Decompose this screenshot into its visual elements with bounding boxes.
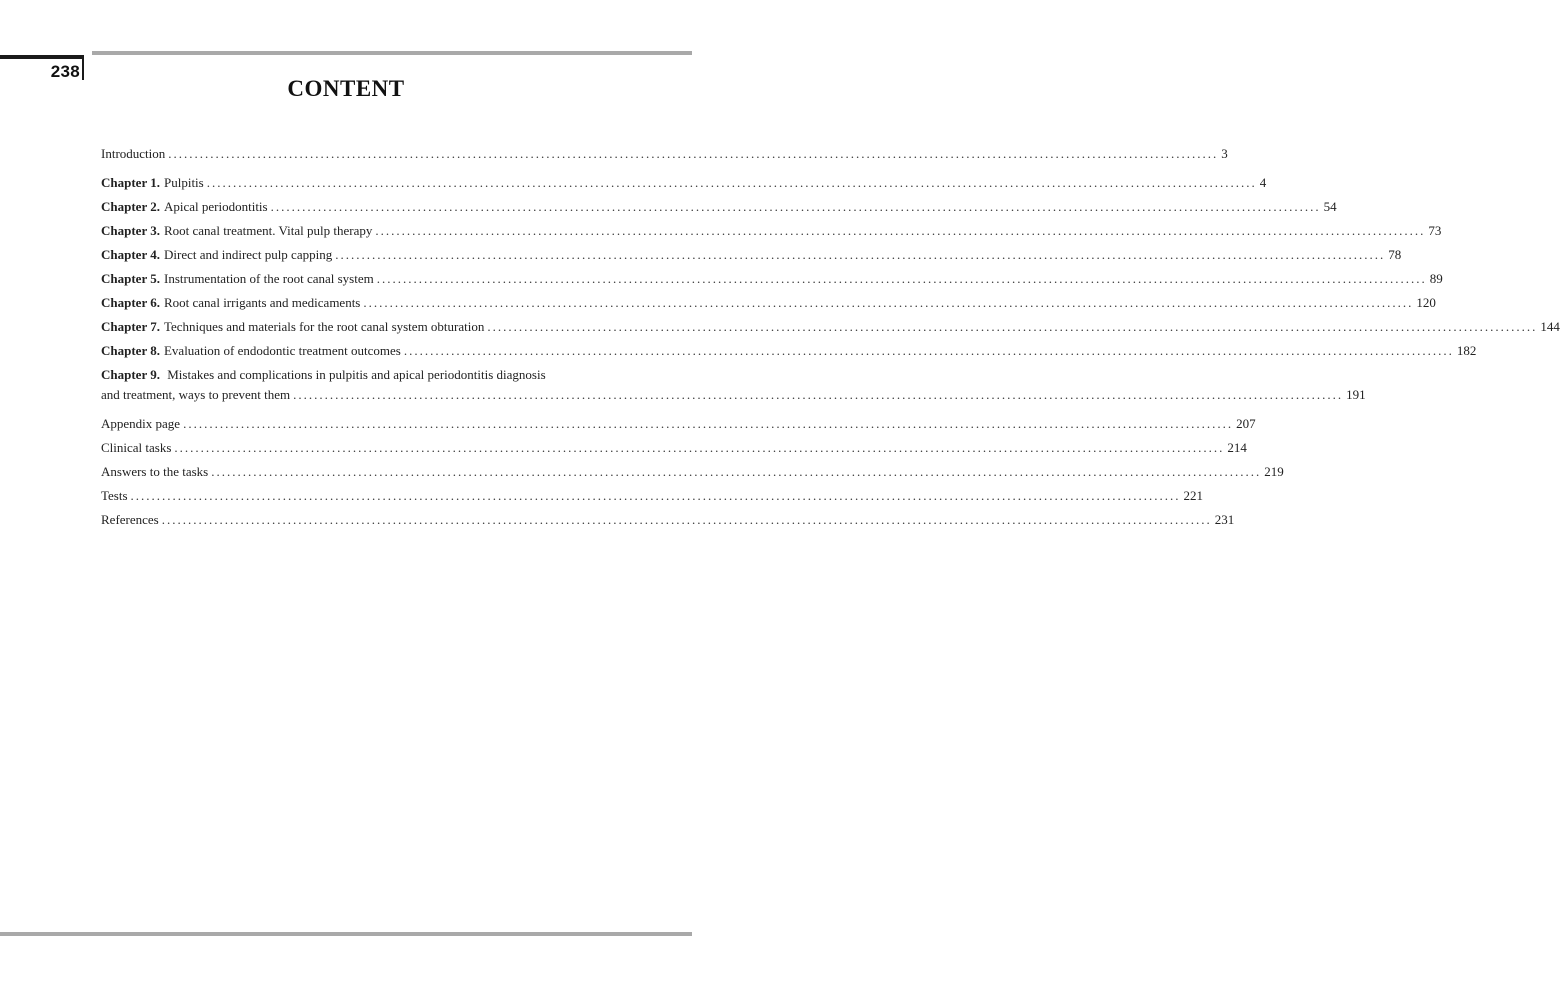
footer-rule bbox=[0, 932, 692, 936]
toc-chapter-number: Chapter 3. bbox=[101, 223, 160, 238]
toc-entry-label: Pulpitis bbox=[163, 175, 204, 190]
toc-entry-label: Apical periodontitis bbox=[163, 199, 268, 214]
toc-leader-dots: ........................................................................................................................................................................................................ bbox=[403, 343, 1454, 358]
toc-leader-dots: ........................................................................................................................................................................................................ bbox=[174, 440, 1225, 455]
toc-entry-label-continued: and treatment, ways to prevent them bbox=[101, 387, 291, 402]
toc-entry-page: 231 bbox=[1214, 512, 1235, 527]
toc-entry-label: References bbox=[101, 512, 159, 527]
toc-leader-dots: ........................................................................................................................................................................................................ bbox=[363, 295, 1414, 310]
toc-entry-page: 214 bbox=[1227, 440, 1247, 455]
toc-leader-dots: ........................................................................................................................................................................................................ bbox=[335, 247, 1386, 262]
toc-entry-label: Direct and indirect pulp capping bbox=[163, 247, 333, 262]
toc-entry-answers[interactable] bbox=[101, 463, 1284, 481]
toc-chapter-number: Chapter 9. bbox=[101, 367, 160, 382]
toc-leader-dots: ........................................................................................................................................................................................................ bbox=[293, 387, 1344, 402]
toc-entry-chapter-5[interactable] bbox=[101, 270, 1443, 288]
toc-entry-label: Root canal irrigants and medicaments bbox=[163, 295, 361, 310]
toc-entry-page: 120 bbox=[1416, 295, 1436, 310]
toc-entry-label: Mistakes and complications in pulpitis and apical periodontitis diagnosis bbox=[167, 367, 546, 382]
toc-leader-dots: ........................................................................................................................................................................................................ bbox=[183, 416, 1234, 431]
toc-entry-chapter-9[interactable] bbox=[101, 366, 1366, 404]
toc-leader-dots: ........................................................................................................................................................................................................ bbox=[168, 146, 1219, 161]
toc-entry-introduction[interactable] bbox=[101, 145, 1228, 163]
toc-leader-dots: ........................................................................................................................................................................................................ bbox=[487, 319, 1538, 334]
toc-leader-dots: ........................................................................................................................................................................................................ bbox=[270, 199, 1321, 214]
toc-leader-dots: ........................................................................................................................................................................................................ bbox=[206, 175, 1257, 190]
toc-entry-page: 73 bbox=[1428, 223, 1442, 238]
toc-entry-label: Root canal treatment. Vital pulp therapy bbox=[163, 223, 373, 238]
toc-entry-page: 221 bbox=[1183, 488, 1204, 503]
toc-entry-tests[interactable] bbox=[101, 487, 1204, 505]
toc-entry-second-line bbox=[101, 386, 1366, 404]
toc-entry-label: Tests bbox=[101, 488, 128, 503]
toc-entry-page: 219 bbox=[1264, 464, 1284, 479]
toc-entry-page: 182 bbox=[1456, 343, 1477, 358]
header-rule bbox=[92, 51, 692, 55]
toc-entry-page: 144 bbox=[1540, 319, 1560, 334]
toc-entry-chapter-2[interactable] bbox=[101, 198, 1337, 216]
toc-entry-appendix[interactable] bbox=[101, 415, 1256, 433]
toc-entry-clinical-tasks[interactable] bbox=[101, 439, 1247, 457]
toc-chapter-number: Chapter 6. bbox=[101, 295, 160, 310]
toc-entry-chapter-3[interactable] bbox=[101, 222, 1442, 240]
toc-entry-chapter-6[interactable] bbox=[101, 294, 1436, 312]
toc-entry-label: Evaluation of endodontic treatment outcomes bbox=[163, 343, 401, 358]
toc-leader-dots: ........................................................................................................................................................................................................ bbox=[375, 223, 1426, 238]
toc-chapter-number: Chapter 4. bbox=[101, 247, 160, 262]
toc-leader-dots: ........................................................................................................................................................................................................ bbox=[376, 271, 1427, 286]
toc-entry-label: Appendix page bbox=[101, 416, 181, 431]
toc-entry-page: 207 bbox=[1236, 416, 1256, 431]
toc-chapter-number: Chapter 7. bbox=[101, 319, 160, 334]
toc-leader-dots: ........................................................................................................................................................................................................ bbox=[130, 488, 1181, 503]
toc-entry-page: 54 bbox=[1323, 199, 1337, 214]
toc-leader-dots: ........................................................................................................................................................................................................ bbox=[161, 512, 1212, 527]
toc-entry-label: Answers to the tasks bbox=[101, 464, 209, 479]
toc-entry-chapter-8[interactable] bbox=[101, 342, 1477, 360]
toc-leader-dots: ........................................................................................................................................................................................................ bbox=[211, 464, 1262, 479]
toc-entry-page: 89 bbox=[1429, 271, 1443, 286]
toc-chapter-number: Chapter 2. bbox=[101, 199, 160, 214]
toc-entry-chapter-1[interactable] bbox=[101, 174, 1267, 192]
toc-entry-page: 191 bbox=[1346, 387, 1366, 402]
toc-entry-first-line bbox=[101, 366, 640, 384]
toc-entry-page: 78 bbox=[1388, 247, 1402, 262]
toc-entry-references[interactable] bbox=[101, 511, 1235, 529]
toc-entry-chapter-7[interactable] bbox=[101, 318, 1560, 336]
toc-entry-chapter-4[interactable] bbox=[101, 246, 1402, 264]
toc-chapter-number: Chapter 1. bbox=[101, 175, 160, 190]
toc-chapter-number: Chapter 8. bbox=[101, 343, 160, 358]
page-number: 238 bbox=[50, 62, 80, 81]
toc-entry-label: Techniques and materials for the root canal system obturation bbox=[163, 319, 485, 334]
toc-entry-page: 3 bbox=[1221, 146, 1228, 161]
toc-entry-label: Instrumentation of the root canal system bbox=[163, 271, 374, 286]
toc-chapter-number: Chapter 5. bbox=[101, 271, 160, 286]
toc-entry-label: Introduction bbox=[101, 146, 166, 161]
table-of-contents bbox=[101, 145, 1560, 535]
page-number-rule bbox=[0, 55, 82, 59]
toc-entry-label: Clinical tasks bbox=[101, 440, 172, 455]
page-title: CONTENT bbox=[287, 76, 405, 101]
toc-entry-page: 4 bbox=[1259, 175, 1267, 190]
